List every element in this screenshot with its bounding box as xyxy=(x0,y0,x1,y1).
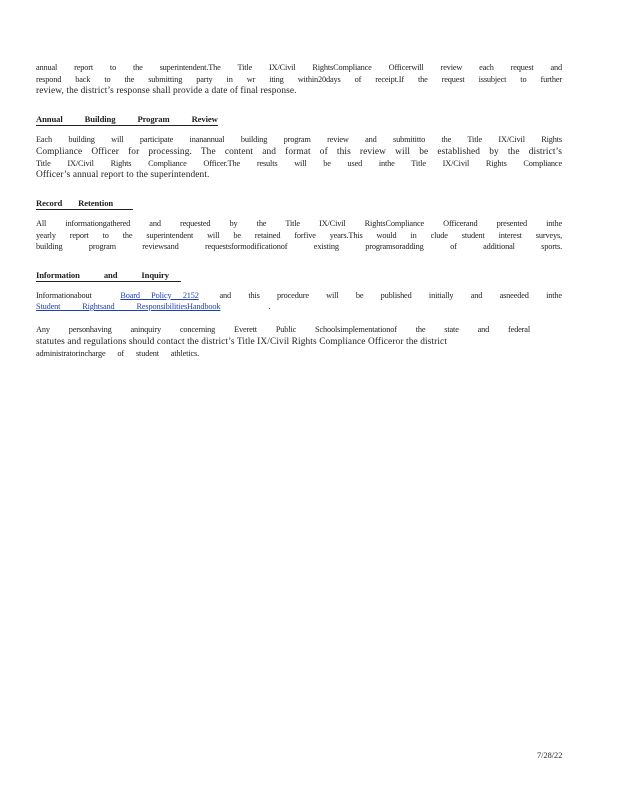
intro-line-1: annual report to the superintendent.The Title IX/Civil RightsCompliance Officerwill review each request and xyxy=(36,63,562,72)
record-retention-line-1: All informationgathered and requested by the Title IX/Civil RightsCompliance Officerand presented inthe xyxy=(36,219,562,228)
intro-paragraph xyxy=(36,62,562,97)
annual-review-line-3: Title IX/Civil Rights Compliance Officer.The results will be used inthe Title IX/Civil Rights Compliance xyxy=(36,158,562,168)
record-retention-line-2: yearly report to the superintendent will be retained forfive years.This would in clude student interest surveys, xyxy=(36,230,562,240)
inquiry-para1-suffix: and this procedure will be published initially and asneeded inthe xyxy=(219,290,562,300)
student-handbook-link[interactable]: Student Rightsand ResponsibilitiesHandbook xyxy=(36,302,221,311)
inquiry-paragraph-1-line-2 xyxy=(36,301,562,313)
footer-date: 7/28/22 xyxy=(537,751,563,760)
inquiry-paragraph-1-line-1 xyxy=(36,290,562,302)
annual-review-section xyxy=(36,109,562,181)
inquiry-paragraph-2-line-1: Any personhaving aninquiry concerning Everett Public Schoolsimplementationof the state and federal xyxy=(36,325,530,334)
board-policy-link[interactable]: Board Policy 2152 xyxy=(120,290,199,300)
record-retention-heading: Record Retention xyxy=(36,198,133,210)
information-inquiry-heading: Information and Inquiry xyxy=(36,270,181,282)
annual-review-line-2: Compliance Officer for processing. The content and format of this review will be established by the district’s xyxy=(36,146,562,157)
inquiry-paragraph-2-line-3: administratorincharge of student athletics. xyxy=(36,348,200,358)
inquiry-para1-end: . xyxy=(268,302,271,311)
document-page xyxy=(36,62,562,359)
inquiry-para1-prefix: Informationabout xyxy=(36,290,92,300)
record-retention-line-3: building program reviewsand requestsformodificationof existing programsoradding of additional sports. xyxy=(36,242,562,251)
record-retention-section xyxy=(36,193,562,253)
intro-line-2: respond back to the submitting party in wr iting within20days of receipt.If the request issubject to further xyxy=(36,74,562,84)
inquiry-paragraph-2-line-2: statutes and regulations should contact the district’s Title IX/Civil Rights Compliance Officeror the district xyxy=(36,336,448,347)
information-inquiry-section xyxy=(36,265,562,360)
annual-review-line-4: Officer’s annual report to the superintendent. xyxy=(36,170,210,180)
annual-review-heading: Annual Building Program Review xyxy=(36,114,218,124)
annual-review-line-1: Each building will participate inanannual building program review and submititto the Title IX/Civil Rights xyxy=(36,135,562,144)
intro-line-3: review, the district’s response shall provide a date of final response. xyxy=(36,86,297,96)
